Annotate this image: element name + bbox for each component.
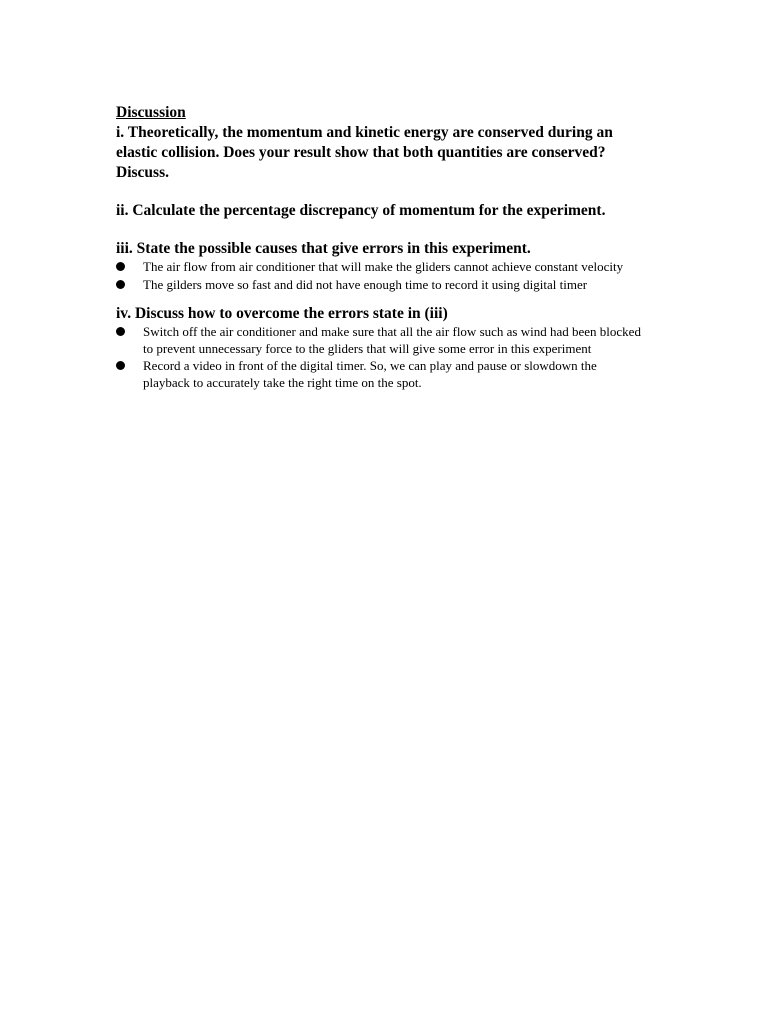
list-item-text: Record a video in front of the digital timer. So, we can play and pause or slowdown the playback to accurately take the right time on the spot.: [143, 358, 597, 390]
list-item-text: The air flow from air conditioner that will make the gliders cannot achieve constant velocity: [143, 259, 624, 274]
section-heading-i: i. Theoretically, the momentum and kinetic energy are conserved during an elastic collision. Does your result show that both quantities are conserved? Discuss.: [116, 124, 613, 181]
solutions-list: [116, 324, 646, 391]
section-heading-iv: iv. Discuss how to overcome the errors state in (iii): [116, 305, 448, 322]
bullet-icon: [116, 327, 125, 336]
section-iii: [116, 239, 646, 293]
section-iv: [116, 304, 646, 391]
document-page: [116, 103, 646, 392]
bullet-icon: [116, 280, 125, 289]
section-i: [116, 123, 646, 183]
bullet-icon: [116, 361, 125, 370]
list-item: [116, 358, 646, 391]
list-item-text: The gilders move so fast and did not have enough time to record it using digital timer: [143, 276, 588, 292]
section-heading-ii: ii. Calculate the percentage discrepancy of momentum for the experiment.: [116, 202, 606, 219]
spacer: [116, 294, 646, 304]
list-item: [116, 277, 646, 294]
spacer: [116, 221, 646, 239]
bullet-icon: [116, 262, 125, 271]
causes-list: [116, 259, 646, 293]
list-item: [116, 259, 646, 276]
document-title: Discussion: [116, 104, 186, 121]
list-item-text: Switch off the air conditioner and make sure that all the air flow such as wind had been blocked to prevent unnecessary force to the gliders that will give some error in this experiment: [143, 324, 641, 356]
list-item: [116, 324, 646, 357]
section-heading-iii: iii. State the possible causes that give errors in this experiment.: [116, 240, 531, 257]
spacer: [116, 183, 646, 201]
section-ii: [116, 201, 646, 221]
